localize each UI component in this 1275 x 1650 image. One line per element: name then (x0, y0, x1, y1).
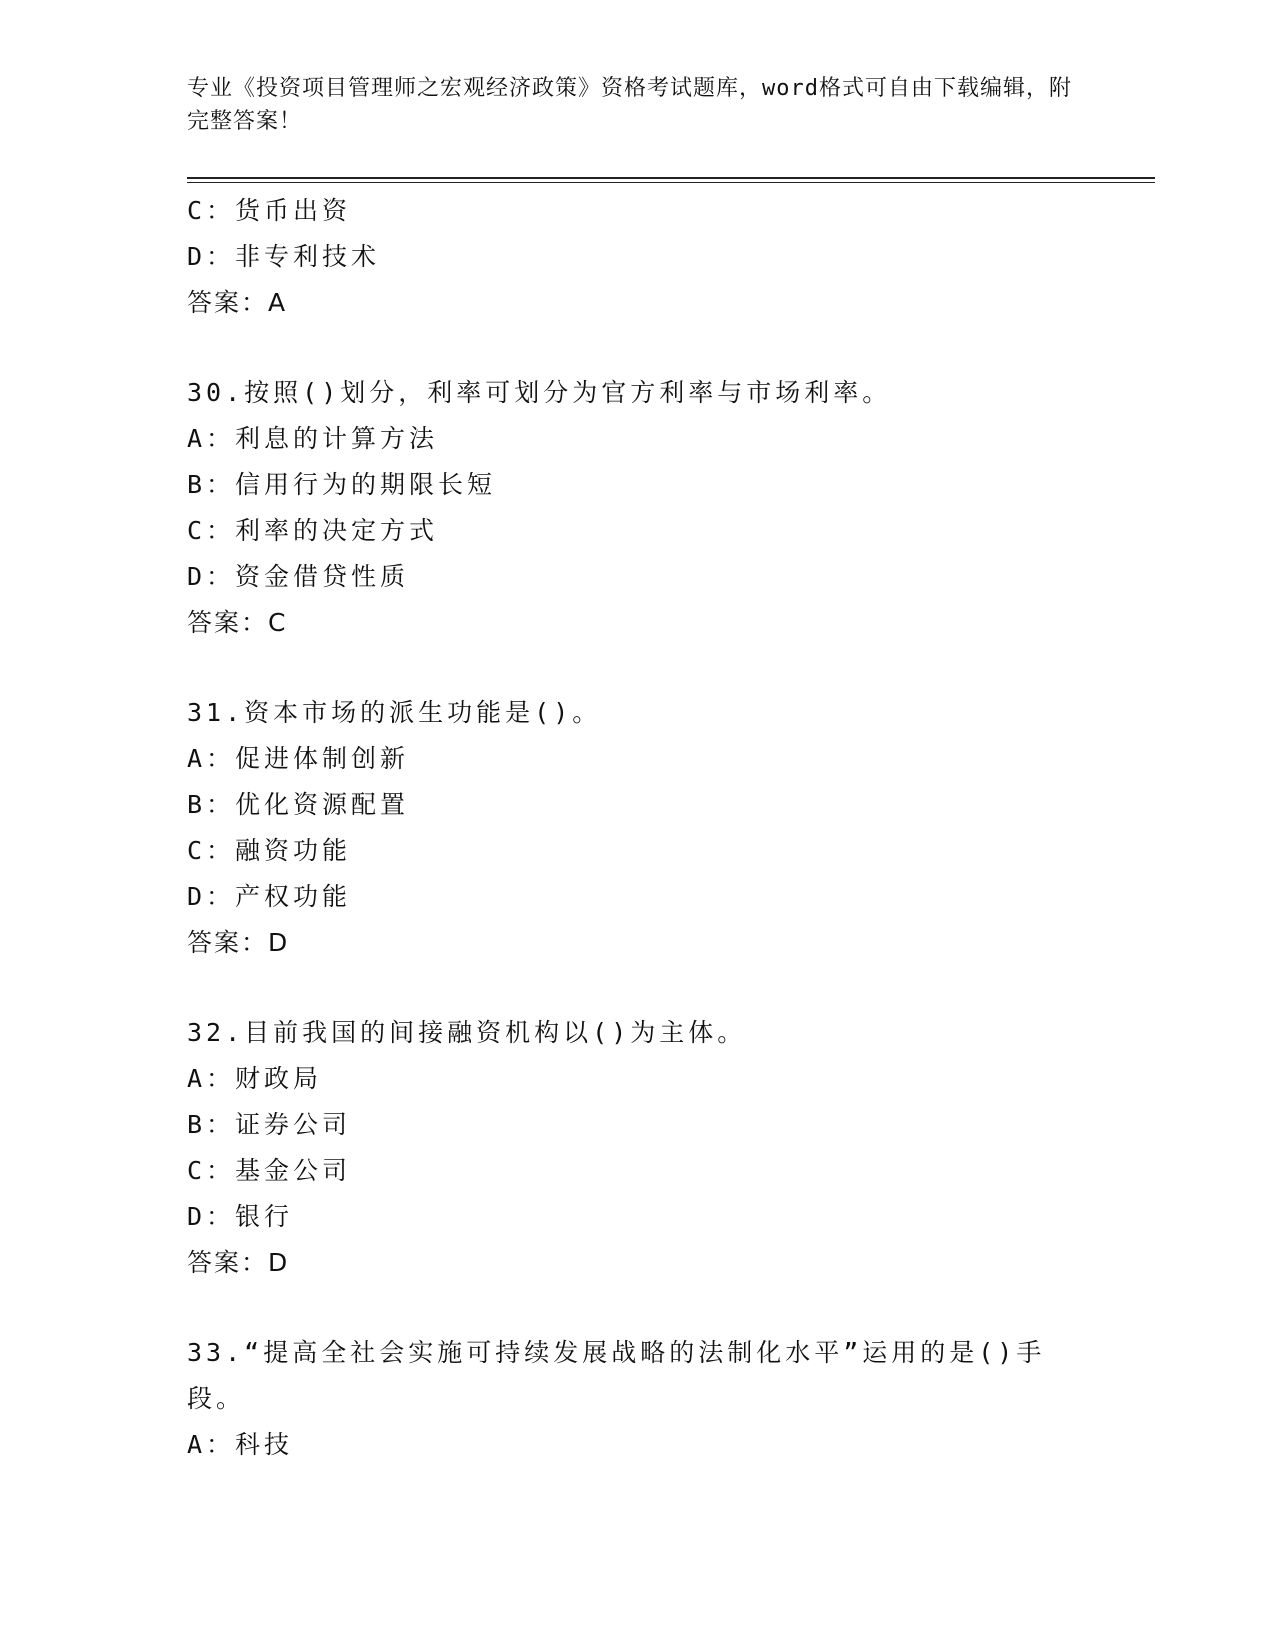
question-30 (187, 370, 1087, 646)
option-a: A：财政局 (187, 1064, 323, 1093)
question-33 (187, 1330, 1087, 1468)
answer: 答案：C (187, 608, 288, 637)
question-list (187, 188, 1087, 1468)
option-d: D：非专利技术 (187, 242, 381, 271)
option-c: C：融资功能 (187, 836, 352, 865)
option-b: B：证券公司 (187, 1110, 352, 1139)
option-d: D：产权功能 (187, 882, 352, 911)
question-text: 31.资本市场的派生功能是()。 (187, 698, 602, 727)
option-c: C：基金公司 (187, 1156, 352, 1185)
option-d: D：资金借贷性质 (187, 562, 410, 591)
answer: 答案：D (187, 1248, 290, 1277)
question-text: 32.目前我国的间接融资机构以()为主体。 (187, 1018, 747, 1047)
question-31 (187, 690, 1087, 966)
question-text: 33.“提高全社会实施可持续发展战略的法制化水平”运用的是()手段。 (187, 1338, 1046, 1413)
header-rule-thick (187, 177, 1155, 179)
question-text: 30.按照()划分，利率可划分为官方利率与市场利率。 (187, 378, 892, 407)
question-29-continued (187, 188, 1087, 326)
option-a: A：促进体制创新 (187, 744, 410, 773)
option-b: B：优化资源配置 (187, 790, 410, 819)
option-a: A：科技 (187, 1430, 294, 1459)
answer: 答案：D (187, 928, 290, 957)
option-a: A：利息的计算方法 (187, 424, 439, 453)
answer: 答案：A (187, 288, 288, 317)
document-header: 专业《投资项目管理师之宏观经济政策》资格考试题库，word格式可自由下载编辑，附完整答案！ (187, 76, 1072, 134)
question-32 (187, 1010, 1087, 1286)
header-rule-thin (187, 182, 1155, 183)
option-c: C：货币出资 (187, 196, 352, 225)
option-c: C：利率的决定方式 (187, 516, 439, 545)
option-b: B：信用行为的期限长短 (187, 470, 497, 499)
option-d: D：银行 (187, 1202, 294, 1231)
